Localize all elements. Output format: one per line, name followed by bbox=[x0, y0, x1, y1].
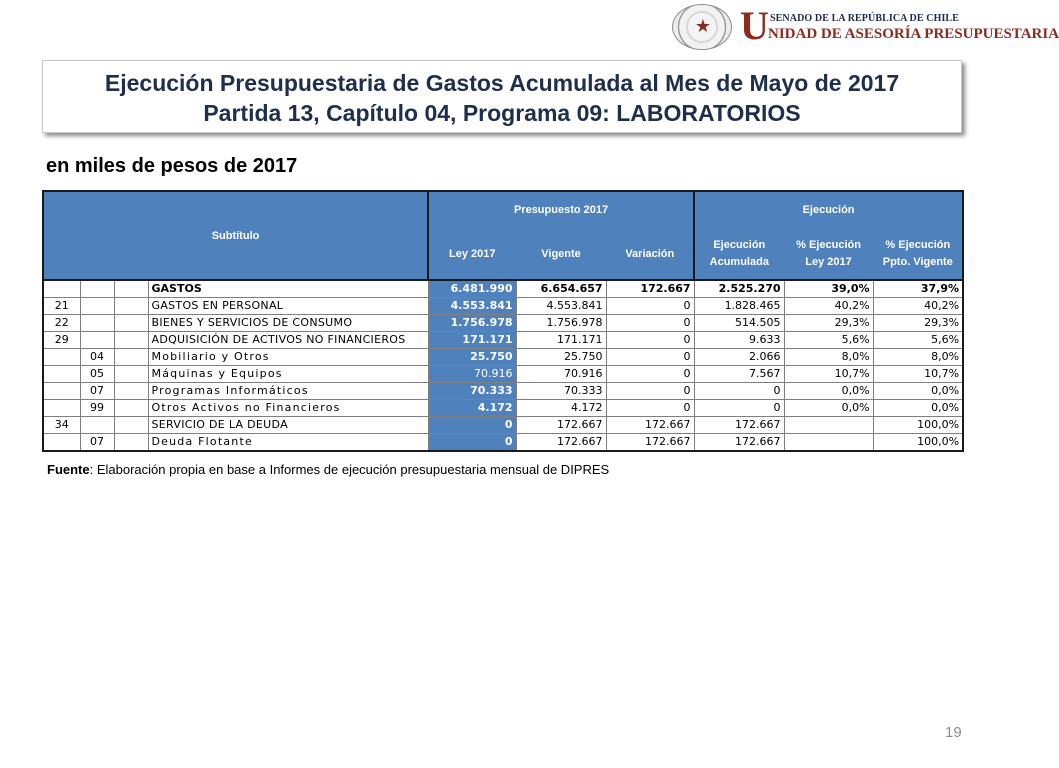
header-pct-ley bbox=[784, 229, 873, 281]
cell-label: ADQUISICIÓN DE ACTIVOS NO FINANCIEROS bbox=[148, 332, 428, 349]
cell-ejec: 2.525.270 bbox=[694, 280, 784, 298]
cell-item bbox=[80, 417, 114, 434]
cell-ley: 70.916 bbox=[428, 366, 516, 383]
header-ejec-acum bbox=[694, 229, 784, 281]
header-vigente: Vigente bbox=[516, 229, 606, 281]
senate-seal-icon bbox=[672, 4, 732, 50]
cell-vigente: 172.667 bbox=[516, 417, 606, 434]
cell-label: Máquinas y Equipos bbox=[148, 366, 428, 383]
cell-sub: 34 bbox=[43, 417, 80, 434]
cell-vigente: 6.654.657 bbox=[516, 280, 606, 298]
cell-pct-ley bbox=[784, 417, 873, 434]
cell-sub: 21 bbox=[43, 298, 80, 315]
header-subtitulo: Subtítulo bbox=[43, 191, 428, 280]
header-ejecucion: Ejecución bbox=[694, 191, 963, 229]
cell-pct-vig: 8,0% bbox=[873, 349, 963, 366]
cell-pct-vig: 0,0% bbox=[873, 383, 963, 400]
table-row bbox=[43, 434, 963, 452]
units-subtitle: en miles de pesos de 2017 bbox=[46, 155, 298, 177]
cell-label: BIENES Y SERVICIOS DE CONSUMO bbox=[148, 315, 428, 332]
cell-sub bbox=[43, 280, 80, 298]
cell-item bbox=[80, 298, 114, 315]
table-row bbox=[43, 349, 963, 366]
cell-asig bbox=[114, 434, 148, 452]
cell-ejec: 172.667 bbox=[694, 434, 784, 452]
cell-pct-ley: 0,0% bbox=[784, 383, 873, 400]
cell-variacion: 0 bbox=[606, 332, 694, 349]
header-ley: Ley 2017 bbox=[428, 229, 516, 281]
cell-sub bbox=[43, 400, 80, 417]
table-row bbox=[43, 383, 963, 400]
cell-item: 99 bbox=[80, 400, 114, 417]
table-row bbox=[43, 298, 963, 315]
cell-variacion: 172.667 bbox=[606, 434, 694, 452]
cell-vigente: 171.171 bbox=[516, 332, 606, 349]
table-row bbox=[43, 400, 963, 417]
cell-asig bbox=[114, 315, 148, 332]
cell-vigente: 4.172 bbox=[516, 400, 606, 417]
header-presupuesto: Presupuesto 2017 bbox=[428, 191, 694, 229]
cell-item: 07 bbox=[80, 383, 114, 400]
cell-pct-vig: 100,0% bbox=[873, 417, 963, 434]
cell-variacion: 0 bbox=[606, 383, 694, 400]
cell-item bbox=[80, 280, 114, 298]
cell-vigente: 1.756.978 bbox=[516, 315, 606, 332]
cell-ejec: 514.505 bbox=[694, 315, 784, 332]
header-pct-vig bbox=[873, 229, 963, 281]
source-note bbox=[47, 462, 609, 477]
header-variacion: Variación bbox=[606, 229, 694, 281]
cell-ley: 4.553.841 bbox=[428, 298, 516, 315]
cell-pct-ley: 0,0% bbox=[784, 400, 873, 417]
cell-variacion: 0 bbox=[606, 366, 694, 383]
cell-item bbox=[80, 332, 114, 349]
cell-label: Programas Informáticos bbox=[148, 383, 428, 400]
cell-ejec: 0 bbox=[694, 400, 784, 417]
header-pct-vig-2: Ppto. Vigente bbox=[882, 256, 953, 268]
cell-pct-vig: 29,3% bbox=[873, 315, 963, 332]
cell-item bbox=[80, 315, 114, 332]
header-pct-ley-2: Ley 2017 bbox=[805, 256, 852, 268]
cell-pct-ley: 40,2% bbox=[784, 298, 873, 315]
cell-label: GASTOS EN PERSONAL bbox=[148, 298, 428, 315]
star-icon: ★ bbox=[694, 16, 712, 37]
cell-ley: 70.333 bbox=[428, 383, 516, 400]
cell-ejec: 1.828.465 bbox=[694, 298, 784, 315]
cell-pct-ley: 29,3% bbox=[784, 315, 873, 332]
title-box bbox=[42, 60, 962, 133]
cell-sub bbox=[43, 349, 80, 366]
cell-ejec: 7.567 bbox=[694, 366, 784, 383]
cell-pct-vig: 40,2% bbox=[873, 298, 963, 315]
cell-item: 05 bbox=[80, 366, 114, 383]
cell-label: Otros Activos no Financieros bbox=[148, 400, 428, 417]
cell-pct-vig: 0,0% bbox=[873, 400, 963, 417]
cell-pct-vig: 5,6% bbox=[873, 332, 963, 349]
cell-vigente: 70.916 bbox=[516, 366, 606, 383]
title-line-2: Partida 13, Capítulo 04, Programa 09: LABORATORIOS bbox=[203, 100, 801, 126]
cell-label: Mobiliario y Otros bbox=[148, 349, 428, 366]
cell-variacion: 0 bbox=[606, 298, 694, 315]
cell-asig bbox=[114, 417, 148, 434]
cell-asig bbox=[114, 366, 148, 383]
title-line-1: Ejecución Presupuestaria de Gastos Acumulada al Mes de Mayo de 2017 bbox=[104, 70, 900, 96]
cell-pct-ley: 5,6% bbox=[784, 332, 873, 349]
cell-ejec: 172.667 bbox=[694, 417, 784, 434]
cell-pct-vig: 10,7% bbox=[873, 366, 963, 383]
cell-asig bbox=[114, 298, 148, 315]
cell-ley: 171.171 bbox=[428, 332, 516, 349]
cell-asig bbox=[114, 332, 148, 349]
cell-ley: 4.172 bbox=[428, 400, 516, 417]
cell-pct-ley bbox=[784, 434, 873, 452]
cell-label: GASTOS bbox=[148, 280, 428, 298]
org-line1: SENADO DE LA REPÚBLICA DE CHILE bbox=[770, 13, 959, 24]
cell-sub bbox=[43, 366, 80, 383]
cell-sub bbox=[43, 434, 80, 452]
cell-asig bbox=[114, 280, 148, 298]
cell-sub: 22 bbox=[43, 315, 80, 332]
cell-asig bbox=[114, 383, 148, 400]
cell-item: 04 bbox=[80, 349, 114, 366]
cell-label: SERVICIO DE LA DEUDA bbox=[148, 417, 428, 434]
cell-variacion: 0 bbox=[606, 349, 694, 366]
cell-pct-ley: 39,0% bbox=[784, 280, 873, 298]
cell-sub bbox=[43, 383, 80, 400]
cell-vigente: 70.333 bbox=[516, 383, 606, 400]
cell-item: 07 bbox=[80, 434, 114, 452]
cell-variacion: 0 bbox=[606, 315, 694, 332]
page-number: 19 bbox=[945, 724, 962, 741]
header-pct-vig-1: % Ejecución bbox=[885, 239, 951, 251]
table-row bbox=[43, 366, 963, 383]
cell-pct-ley: 10,7% bbox=[784, 366, 873, 383]
table-row bbox=[43, 315, 963, 332]
cell-pct-vig: 100,0% bbox=[873, 434, 963, 452]
header-pct-ley-1: % Ejecución bbox=[796, 239, 861, 251]
budget-table bbox=[42, 190, 964, 452]
cell-pct-ley: 8,0% bbox=[784, 349, 873, 366]
cell-ley: 0 bbox=[428, 417, 516, 434]
table-row bbox=[43, 332, 963, 349]
header-ejec-acum-2: Acumulada bbox=[709, 256, 769, 268]
cell-sub: 29 bbox=[43, 332, 80, 349]
cell-ejec: 0 bbox=[694, 383, 784, 400]
source-label: Fuente bbox=[47, 462, 90, 477]
source-text: : Elaboración propia en base a Informes de ejecución presupuestaria mensual de DIPRES bbox=[89, 462, 610, 477]
cell-pct-vig: 37,9% bbox=[873, 280, 963, 298]
senate-logo bbox=[672, 3, 1059, 52]
cell-ejec: 9.633 bbox=[694, 332, 784, 349]
cell-variacion: 172.667 bbox=[606, 417, 694, 434]
cell-ejec: 2.066 bbox=[694, 349, 784, 366]
cell-asig bbox=[114, 349, 148, 366]
cell-variacion: 172.667 bbox=[606, 280, 694, 298]
table-row bbox=[43, 280, 963, 298]
org-line2: NIDAD DE ASESORÍA PRESUPUESTARIA bbox=[768, 26, 1059, 42]
org-initial: U bbox=[740, 3, 769, 48]
cell-vigente: 172.667 bbox=[516, 434, 606, 452]
cell-vigente: 4.553.841 bbox=[516, 298, 606, 315]
cell-ley: 25.750 bbox=[428, 349, 516, 366]
cell-variacion: 0 bbox=[606, 400, 694, 417]
cell-ley: 6.481.990 bbox=[428, 280, 516, 298]
cell-asig bbox=[114, 400, 148, 417]
header-ejec-acum-1: Ejecución bbox=[713, 239, 766, 251]
cell-ley: 0 bbox=[428, 434, 516, 452]
cell-ley: 1.756.978 bbox=[428, 315, 516, 332]
table-row bbox=[43, 417, 963, 434]
cell-vigente: 25.750 bbox=[516, 349, 606, 366]
cell-label: Deuda Flotante bbox=[148, 434, 428, 452]
